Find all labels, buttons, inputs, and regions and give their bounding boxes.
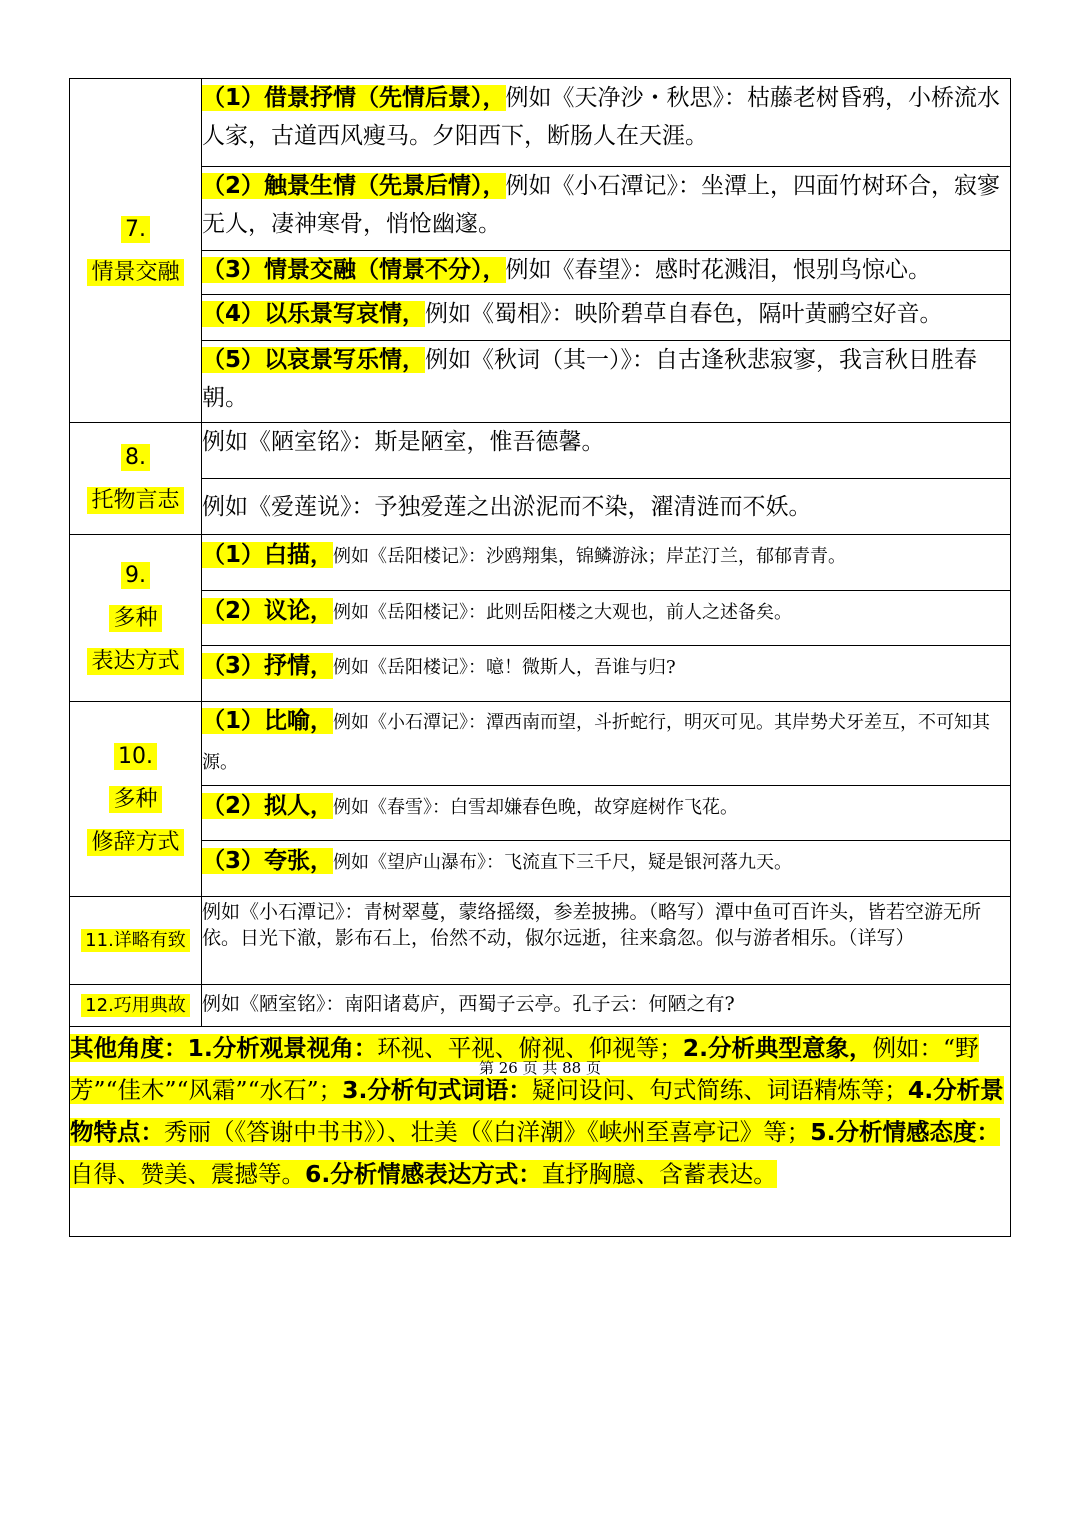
- sec8-label-num: 8.: [121, 444, 150, 471]
- sec12-row: [202, 985, 1011, 1027]
- sec10-label-line2: 修辞方式: [87, 829, 183, 856]
- sec9-row-1-lead: （1）白描，: [202, 542, 334, 568]
- sec7-label-title: 情景交融: [87, 259, 183, 286]
- sec8-label-title: 托物言志: [87, 487, 183, 514]
- sec7-row-5: [202, 341, 1011, 423]
- sec11-label: [70, 897, 202, 985]
- sec9-row-3-lead: （3）抒情，: [202, 653, 334, 679]
- sec7-row-4-text: 例如《蜀相》：映阶碧草自春色，隔叶黄鹂空好音。: [425, 301, 943, 327]
- other-t3: 疑问设问、句式简练、词语精炼等；: [531, 1076, 908, 1104]
- sec10-row-2: [202, 786, 1011, 841]
- sec10-label: [70, 702, 202, 897]
- sec9-row-1: [202, 535, 1011, 591]
- other-t4: 秀丽（《答谢中书书》）、壮美（《白洋潮》《峡州至喜亭记》等；: [164, 1118, 811, 1146]
- other-p1: 其他角度：1.分析观景视角：: [70, 1034, 378, 1062]
- sec12-label-text: 12.巧用典故: [81, 994, 190, 1017]
- sec7-label-num: 7.: [121, 216, 150, 243]
- sec8-label: [70, 423, 202, 535]
- sec9-label-line1: 多种: [109, 605, 161, 632]
- other-t1: 环视、平视、俯视、仰视等；: [377, 1034, 683, 1062]
- sec7-row-2: [202, 167, 1011, 251]
- sec10-row-2-lead: （2）拟人，: [202, 793, 334, 819]
- other-p3: 3.分析句式词语：: [342, 1076, 532, 1104]
- other-p2: 2.分析典型意象，: [682, 1034, 873, 1062]
- sec9-row-1-text: 例如《岳阳楼记》：沙鸥翔集，锦鳞游泳；岸芷汀兰，郁郁青青。: [333, 546, 847, 567]
- other-t2: 例如：“野芳”“佳木”“风霜”“水石”；: [70, 1034, 979, 1104]
- sec8-row-2: [202, 479, 1011, 535]
- sec7-row-3-text: 例如《春望》：感时花溅泪，恨别鸟惊心。: [505, 257, 932, 283]
- sec10-row-3-lead: （3）夸张，: [202, 848, 334, 874]
- sec11-row: [202, 897, 1011, 985]
- sec9-row-2-lead: （2）议论，: [202, 598, 334, 624]
- sec7-row-2-lead: （2）触景生情（先景后情），: [202, 173, 506, 199]
- sec12-label: [70, 985, 202, 1027]
- page-footer: 第 26 页 共 88 页: [478, 1059, 601, 1077]
- other-p4: 4.分析景物特点：: [70, 1076, 1004, 1146]
- sec7-row-4: [202, 295, 1011, 341]
- sec8-row-2-text: 例如《爱莲说》：予独爱莲之出淤泥而不染，濯清涟而不妖。: [202, 493, 812, 520]
- sec11-label-text: 11.详略有致: [81, 929, 190, 952]
- sec9-row-3: [202, 646, 1011, 702]
- sec9-label-line2: 表达方式: [87, 648, 183, 675]
- other-t5: 自得、赞美、震撼等。: [70, 1160, 305, 1188]
- sec10-label-num: 10.: [114, 743, 157, 770]
- other-p6: 6.分析情感表达方式：: [305, 1160, 542, 1188]
- sec9-label-num: 9.: [121, 562, 150, 589]
- sec7-row-3: [202, 251, 1011, 295]
- sec10-label-line1: 多种: [109, 786, 161, 813]
- sec10-row-1-text: 例如《小石潭记》：潭西南而望，斗折蛇行，明灭可见。其岸势犬牙差互，不可知其源。: [202, 712, 991, 773]
- sec10-row-3: [202, 841, 1011, 897]
- sec9-row-2-text: 例如《岳阳楼记》：此则岳阳楼之大观也，前人之述备矣。: [333, 602, 793, 623]
- sec9-row-2: [202, 591, 1011, 646]
- sec7-row-5-text: 例如《秋词（其一）》：自古逢秋悲寂寥，我言秋日胜春朝。: [202, 347, 978, 411]
- other-p5: 5.分析情感态度：: [810, 1118, 1001, 1146]
- sec7-row-1-lead: （1）借景抒情（先情后景），: [202, 85, 506, 111]
- sec7-row-3-lead: （3）情景交融（情景不分），: [202, 257, 506, 283]
- sec7-row-1: [202, 79, 1011, 167]
- sec10-row-2-text: 例如《春雪》：白雪却嫌春色晚，故穿庭树作飞花。: [333, 797, 739, 818]
- sec7-row-1-text: 例如《天净沙・秋思》：枯藤老树昏鸦，小桥流水人家，古道西风瘦马。夕阳西下，断肠人在天涯。: [202, 85, 1001, 149]
- other-t6: 直抒胸臆、含蓄表达。: [541, 1160, 777, 1188]
- sec7-label: [70, 79, 202, 423]
- sec9-row-3-text: 例如《岳阳楼记》：噫！微斯人，吾谁与归?: [333, 657, 676, 678]
- sec12-text: 例如《陋室铭》：南阳诸葛庐，西蜀子云亭。孔子云：何陋之有?: [202, 993, 735, 1015]
- sec11-text: 例如《小石潭记》：青树翠蔓，蒙络摇缀，参差披拂。（略写）潭中鱼可百许头，皆若空游无所依。日光下澈，影布石上，佁然不动，俶尔远逝，往来翕忽。似与游者相乐。（详写）: [202, 901, 982, 949]
- sec8-row-1-text: 例如《陋室铭》：斯是陋室，惟吾德馨。: [202, 429, 605, 455]
- sec7-row-4-lead: （4）以乐景写哀情，: [202, 301, 426, 327]
- sec10-row-1-lead: （1）比喻，: [202, 708, 334, 734]
- sec10-row-3-text: 例如《望庐山瀑布》：飞流直下三千尺，疑是银河落九天。: [333, 852, 793, 873]
- sec9-label: [70, 535, 202, 702]
- sec7-row-2-text: 例如《小石潭记》：坐潭上，四面竹树环合，寂寥无人，凄神寒骨，悄怆幽邃。: [202, 173, 1001, 237]
- sec8-row-1: [202, 423, 1011, 479]
- sec10-row-1: [202, 702, 1011, 786]
- sec7-row-5-lead: （5）以哀景写乐情，: [202, 347, 426, 373]
